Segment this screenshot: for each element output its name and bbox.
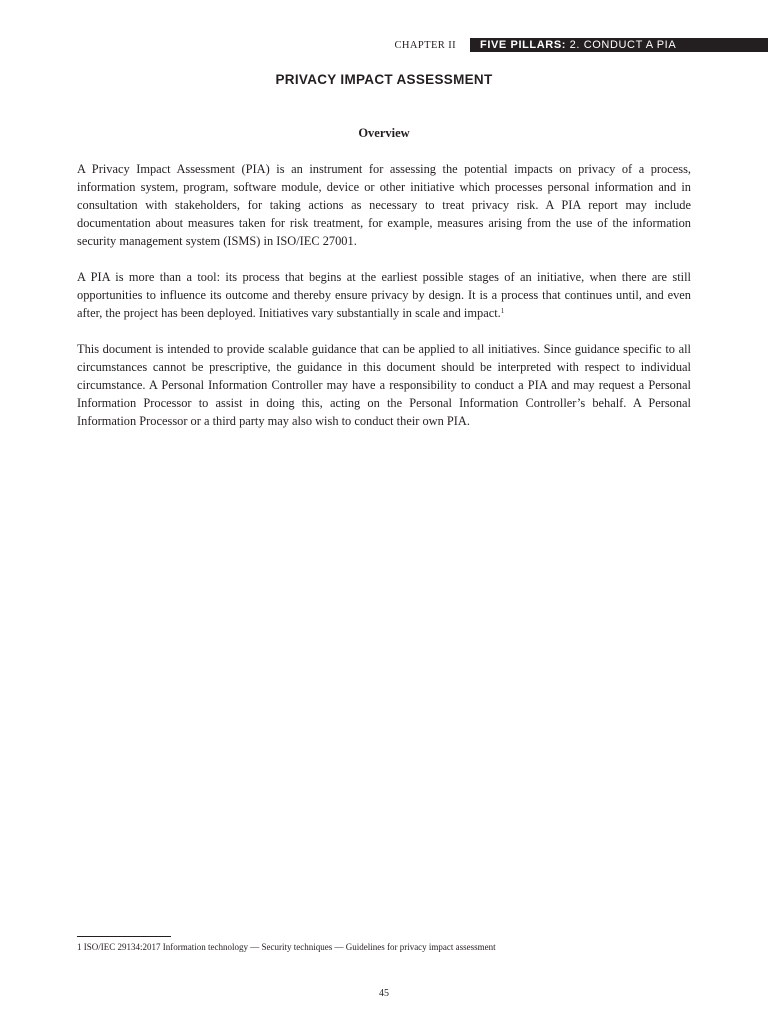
section-banner-rest: 2. CONDUCT A PIA xyxy=(566,39,677,51)
page-title: PRIVACY IMPACT ASSESSMENT xyxy=(275,72,493,87)
paragraph-3: This document is intended to provide scalable guidance that can be applied to all initiatives. Since guidance specific to all circumstances cannot be prescriptive, the guidance in this document should be interpreted with respect to individual circumstance. A Personal Information Controller may have a responsibility to conduct a PIA and may request a Personal Information Processor to assist in doing this, acting on the Personal Information Controller’s behalf. A Personal Information Processor or a third party may also wish to conduct their own PIA. xyxy=(77,342,691,428)
body-text xyxy=(77,160,691,448)
paragraph-2 xyxy=(77,268,691,322)
section-banner xyxy=(470,38,768,52)
paragraph-1: A Privacy Impact Assessment (PIA) is an instrument for assessing the potential impacts on privacy of a process, information system, program, software module, device or other initiative which processes personal information and in consultation with stakeholders, for taking actions as necessary to treat privacy risk. A PIA report may include documentation about measures taken for risk treatment, for example, measures arising from the use of the information security management system (ISMS) in ISO/IEC 27001. xyxy=(77,162,691,248)
chapter-label: CHAPTER II xyxy=(394,40,456,51)
footnote-reference[interactable]: 1 xyxy=(500,307,505,315)
running-header xyxy=(0,38,768,54)
footnote-divider xyxy=(77,936,171,937)
paragraph-2-text: A PIA is more than a tool: its process that begins at the earliest possible stages of an initiative, when there are still opportunities to influence its outcome and thereby ensure privacy by design. It is a process that continues until, and even after, the project has been deployed. Initiatives vary substantially in scale and impact. xyxy=(77,270,691,320)
footnote: 1 ISO/IEC 29134:2017 Information technology — Security techniques — Guidelines for privacy impact assessment xyxy=(77,942,496,952)
section-heading: Overview xyxy=(358,126,410,140)
page-number: 45 xyxy=(379,988,389,999)
section-banner-bold: FIVE PILLARS: xyxy=(480,39,567,51)
